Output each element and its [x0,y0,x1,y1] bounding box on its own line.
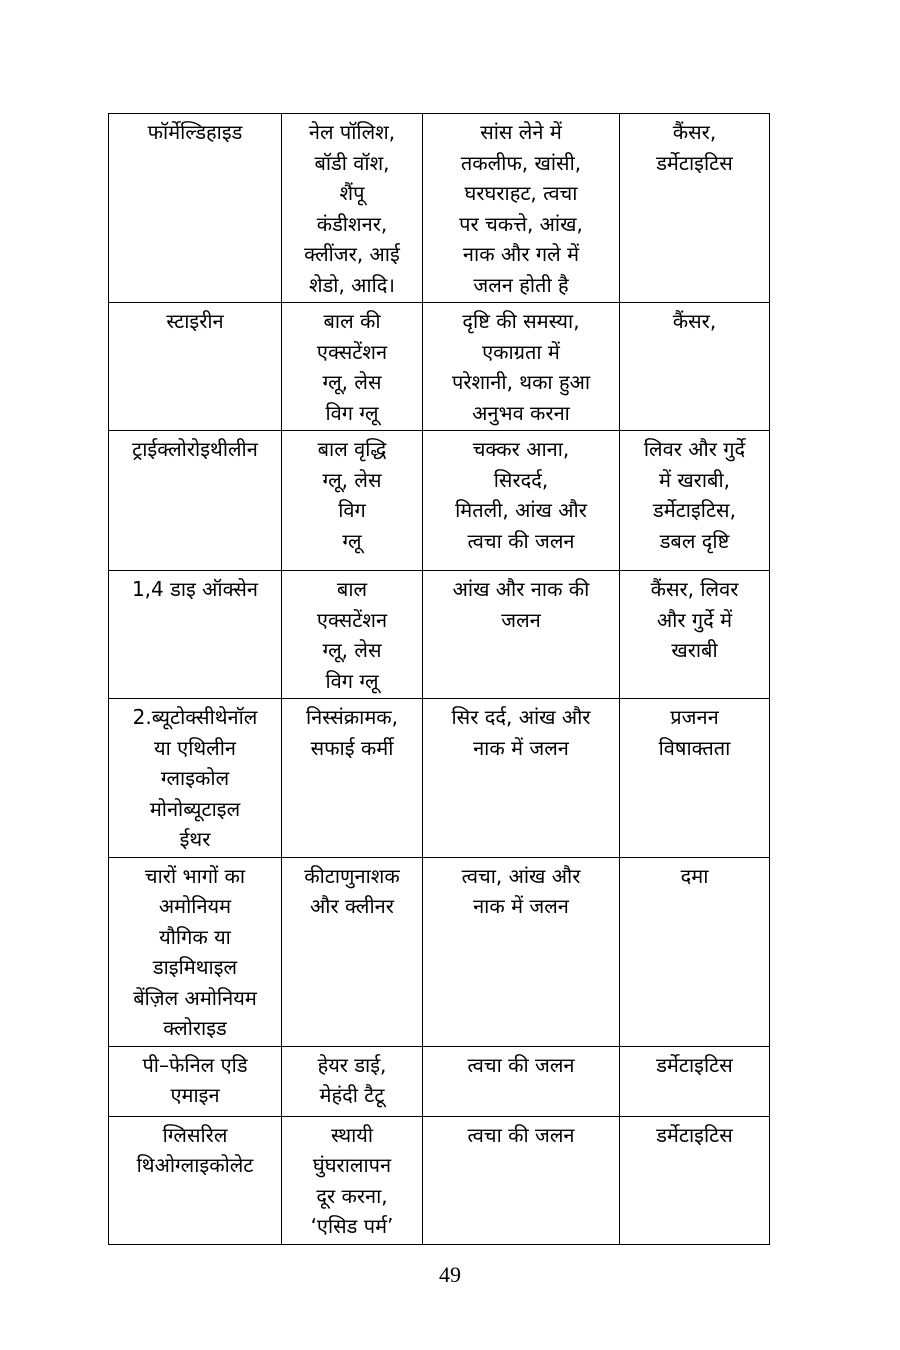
chemical-name-cell [109,571,282,699]
health-effects-cell [620,114,770,303]
cell-text-line: घुंघरालापन [312,1153,392,1177]
product-source-cell [282,571,423,699]
cell-text-line: जलन [501,607,541,632]
cell-text-line: ग्लू [342,528,362,553]
cell-text-line: एक्सटेंशन [316,607,388,632]
cell-text-line: तकलीफ, खांसी, [460,150,582,175]
cell-text-line: और गुर्दे में [656,607,733,632]
cell-text-line: कैंसर, [672,120,717,144]
cell-text-line: विषाक्तता [658,735,731,760]
cell-text-line: ग्लाइकोल [160,766,230,790]
cell-text-line: ग्लू, लेस [322,638,382,662]
cell-text-line: चक्कर आना, [472,437,570,461]
cell-text-line: क्लोराइड [163,1016,227,1040]
cell-text-line: शेडो, आदि। [308,272,395,297]
cell-text-line: विग ग्लू [325,668,379,693]
cell-text-line: कैंसर, लिवर [650,577,739,601]
cell-text-line: मितली, आंख और [455,498,587,522]
cell-text-line: सिरदर्द, [493,467,549,492]
cell-text-line: अनुभव करना [472,400,570,425]
symptoms-cell [423,303,620,431]
health-effects-cell [620,571,770,699]
cell-text-line: बॉडी वॉश, [314,150,390,175]
cell-text-line: ‘एसिड पर्म’ [310,1214,394,1238]
cell-text-line: पर चकत्ते, आंख, [459,211,583,236]
cell-text-line: लिवर और गुर्दे [643,437,746,461]
cell-text-line: स्थायी [330,1122,374,1147]
cell-text-line: नाक में जलन [473,735,569,760]
cell-text-line: जलन होती है [473,272,569,297]
health-effects-cell [620,303,770,431]
cell-text-line: निस्संक्रामक, [306,705,398,729]
cell-text-line: नेल पॉलिश, [308,120,396,144]
health-effects-cell [620,857,770,1046]
cell-text-line: फॉर्मेल्डिहाइड [147,120,243,144]
health-effects-cell [620,1046,770,1116]
cell-text-line: डर्मेटाइटिस, [653,498,736,522]
chemicals-table [108,113,770,1245]
cell-text-line: त्वचा की जलन [467,528,575,553]
cell-text-line: बाल की [323,309,381,333]
cell-text-line: एकाग्रता में [482,339,560,364]
cell-text-line: नाक में जलन [473,894,569,918]
cell-text-line: स्टाइरीन [166,309,224,333]
cell-text-line: सांस लेने में [480,120,562,144]
cell-text-line: डर्मेटाइटिस [656,150,733,175]
cell-text-line: ग्लिसरिल [162,1122,228,1147]
cell-text-line: और क्लीनर [310,894,394,918]
cell-text-line: एक्सटेंशन [316,339,388,364]
symptoms-cell [423,431,620,571]
cell-text-line: खराबी [671,638,718,662]
cell-text-line: दूर करना, [316,1183,388,1208]
table-row [109,699,770,858]
cell-text-line: आंख और नाक की [452,577,590,601]
symptoms-cell [423,857,620,1046]
health-effects-cell [620,1116,770,1244]
product-source-cell [282,1046,423,1116]
cell-text-line: अमोनियम [158,894,232,918]
cell-text-line: मोनोब्यूटाइल [149,796,241,821]
cell-text-line: ट्राईक्लोरोइथीलीन [132,437,258,461]
cell-text-line: सफाई कर्मी [310,735,394,760]
symptoms-cell [423,114,620,303]
product-source-cell [282,857,423,1046]
cell-text-line: त्वचा की जलन [467,1122,575,1147]
cell-text-line: शैंपू [339,181,365,205]
cell-text-line: डर्मेटाइटिस [656,1122,733,1147]
product-source-cell [282,699,423,858]
cell-text-line: 1,4 डाइ ऑक्सेन [131,577,259,601]
chemical-name-cell [109,1046,282,1116]
cell-text-line: कीटाणुनाशक [304,863,400,888]
cell-text-line: त्वचा की जलन [467,1052,575,1077]
cell-text-line: या एथिलीन [154,735,236,760]
cell-text-line: डर्मेटाइटिस [656,1052,733,1077]
product-source-cell [282,1116,423,1244]
symptoms-cell [423,699,620,858]
cell-text-line: चारों भागों का [144,863,246,888]
table-row [109,303,770,431]
chemical-name-cell [109,303,282,431]
symptoms-cell [423,1116,620,1244]
cell-text-line: बेंज़िल अमोनियम [133,985,257,1010]
cell-text-line: मेहंदी टैटू [319,1083,385,1107]
cell-text-line: कंडीशनर, [316,211,388,236]
chemical-name-cell [109,431,282,571]
table-row [109,1116,770,1244]
cell-text-line: ग्लू, लेस [322,370,382,394]
chemical-name-cell [109,857,282,1046]
table-row [109,1046,770,1116]
page-number: 49 [439,1262,461,1287]
cell-text-line: प्रजनन [670,705,719,729]
product-source-cell [282,303,423,431]
cell-text-line: 2.ब्यूटोक्सीथेनॉल [132,705,258,729]
cell-text-line: डबल दृष्टि [659,528,730,553]
cell-text-line: सिर दर्द, आंख और [451,705,591,729]
cell-text-line: एमाइन [170,1083,220,1107]
cell-text-line: नाक और गले में [462,242,580,266]
cell-text-line: में खराबी, [659,467,730,492]
product-source-cell [282,114,423,303]
cell-text-line: दमा [680,863,709,888]
chemical-name-cell [109,699,282,858]
cell-text-line: हेयर डाई, [317,1052,387,1077]
cell-text-line: परेशानी, थका हुआ [451,370,591,394]
symptoms-cell [423,1046,620,1116]
cell-text-line: विग [338,498,366,522]
table-row [109,857,770,1046]
cell-text-line: यौगिक या [159,924,231,949]
health-effects-cell [620,699,770,858]
health-effects-cell [620,431,770,571]
cell-text-line: ग्लू, लेस [322,467,382,492]
chemical-name-cell [109,114,282,303]
table-body [109,114,770,1245]
chemical-name-cell [109,1116,282,1244]
cell-text-line: दृष्टि की समस्या, [462,309,580,333]
cell-text-line: विग ग्लू [325,400,379,425]
table-row [109,571,770,699]
cell-text-line: डाइमिथाइल [152,955,238,979]
product-source-cell [282,431,423,571]
cell-text-line: घरघराहट, त्वचा [464,181,578,205]
cell-text-line: पी–फेनिल एडि [142,1052,248,1077]
cell-text-line: कैंसर, [672,309,717,333]
cell-text-line: बाल वृद्धि [317,437,387,461]
cell-text-line: ईथर [179,827,211,851]
cell-text-line: बाल [336,577,368,601]
table-row [109,431,770,571]
cell-text-line: थिओग्लाइकोलेट [136,1153,254,1177]
symptoms-cell [423,571,620,699]
table-row [109,114,770,303]
cell-text-line: क्लींजर, आई [304,242,400,266]
cell-text-line: त्वचा, आंख और [461,863,581,888]
